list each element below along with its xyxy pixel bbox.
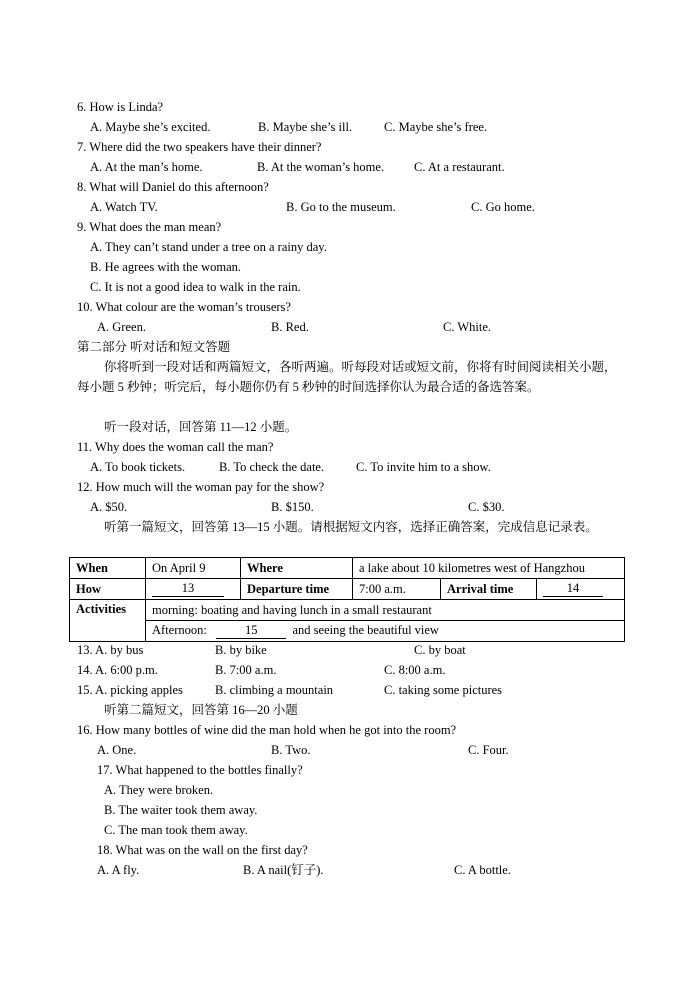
- q6-text: 6. How is Linda?: [77, 100, 164, 114]
- blank-13: 13: [152, 581, 224, 597]
- q13-option-a: 13. A. by bus: [77, 643, 144, 657]
- q18-text: 18. What was on the wall on the first day?: [97, 843, 308, 857]
- when-label: When: [70, 558, 146, 579]
- q12-option-b: B. $150.: [271, 500, 314, 514]
- afternoon-activity: [146, 621, 625, 642]
- q16-option-b: B. Two.: [271, 743, 311, 757]
- q7-option-b: B. At the woman’s home.: [257, 160, 385, 174]
- q18-option-a: A. A fly.: [97, 863, 140, 877]
- activities-label: Activities: [70, 600, 146, 642]
- q7-option-c: C. At a restaurant.: [414, 160, 505, 174]
- q10-option-b: B. Red.: [271, 320, 309, 334]
- q14-option-c: C. 8:00 a.m.: [384, 663, 446, 677]
- blank-15: 15: [216, 623, 286, 639]
- q15-option-a: 15. A. picking apples: [77, 683, 183, 697]
- arrival-label: Arrival time: [441, 579, 537, 600]
- q17-option-c: C. The man took them away.: [104, 823, 248, 837]
- q12-text: 12. How much will the woman pay for the show?: [77, 480, 325, 494]
- departure-value: 7:00 a.m.: [353, 579, 441, 600]
- when-value: On April 9: [146, 558, 241, 579]
- q11-option-a: A. To book tickets.: [90, 460, 186, 474]
- q8-option-b: B. Go to the museum.: [286, 200, 396, 214]
- q17-option-b: B. The waiter took them away.: [104, 803, 258, 817]
- afternoon-suffix: and seeing the beautiful view: [292, 623, 439, 637]
- part2-title: 第二部分 听对话和短文答题: [77, 340, 231, 354]
- q8-option-c: C. Go home.: [471, 200, 535, 214]
- q12-option-a: A. $50.: [90, 500, 128, 514]
- q11-option-b: B. To check the date.: [219, 460, 325, 474]
- departure-label: Departure time: [241, 579, 353, 600]
- q6-option-b: B. Maybe she’s ill.: [258, 120, 353, 134]
- q18-option-b: B. A nail(钉子).: [243, 863, 324, 877]
- q16-text: 16. How many bottles of wine did the man hold when he got into the room?: [77, 723, 457, 737]
- q8-option-a: A. Watch TV.: [90, 200, 158, 214]
- q14-option-b: B. 7:00 a.m.: [215, 663, 277, 677]
- q9-option-a: A. They can’t stand under a tree on a rainy day.: [90, 240, 327, 254]
- q16-option-c: C. Four.: [468, 743, 509, 757]
- where-value: a lake about 10 kilometres west of Hangzhou: [353, 558, 625, 579]
- q18-option-c: C. A bottle.: [454, 863, 511, 877]
- q12-option-c: C. $30.: [468, 500, 505, 514]
- q11-text: 11. Why does the woman call the man?: [77, 440, 274, 454]
- q15-option-b: B. climbing a mountain: [215, 683, 334, 697]
- arrival-cell: [537, 579, 625, 600]
- part2-instructions: 你将听到一段对话和两篇短文，各听两遍。听每段对话或短文前，你将有时间阅读相关小题，每小题 5 秒钟；听完后，每小题你仍有 5 秒钟的时间选择你认为最合适的备选答案。: [77, 360, 617, 394]
- morning-activity: morning: boating and having lunch in a small restaurant: [146, 600, 625, 621]
- q14-option-a: 14. A. 6:00 p.m.: [77, 663, 158, 677]
- q10-option-a: A. Green.: [97, 320, 146, 334]
- how-label: How: [70, 579, 146, 600]
- q10-text: 10. What colour are the woman’s trousers?: [77, 300, 291, 314]
- q15-option-c: C. taking some pictures: [384, 683, 503, 697]
- q11-option-c: C. To invite him to a show.: [356, 460, 491, 474]
- dialog-intro: 听一段对话，回答第 11—12 小题。: [104, 420, 298, 434]
- passage1-intro: 听第一篇短文，回答第 13—15 小题。请根据短文内容，选择正确答案，完成信息记录表。: [104, 520, 598, 534]
- q9-option-b: B. He agrees with the woman.: [90, 260, 242, 274]
- q8-text: 8. What will Daniel do this afternoon?: [77, 180, 269, 194]
- blank-14: 14: [543, 581, 603, 597]
- where-label: Where: [241, 558, 353, 579]
- q13-option-b: B. by bike: [215, 643, 267, 657]
- passage2-intro: 听第二篇短文，回答第 16—20 小题: [104, 703, 298, 717]
- q9-text: 9. What does the man mean?: [77, 220, 222, 234]
- q6-option-c: C. Maybe she’s free.: [384, 120, 488, 134]
- info-record-table: [69, 557, 625, 642]
- how-cell: [146, 579, 241, 600]
- q10-option-c: C. White.: [443, 320, 492, 334]
- q6-option-a: A. Maybe she’s excited.: [90, 120, 211, 134]
- q9-option-c: C. It is not a good idea to walk in the rain.: [90, 280, 301, 294]
- afternoon-prefix: Afternoon:: [152, 623, 207, 637]
- q17-text: 17. What happened to the bottles finally?: [97, 763, 303, 777]
- q17-option-a: A. They were broken.: [104, 783, 214, 797]
- q7-text: 7. Where did the two speakers have their dinner?: [77, 140, 322, 154]
- q16-option-a: A. One.: [97, 743, 137, 757]
- q13-option-c: C. by boat: [414, 643, 466, 657]
- q7-option-a: A. At the man’s home.: [90, 160, 203, 174]
